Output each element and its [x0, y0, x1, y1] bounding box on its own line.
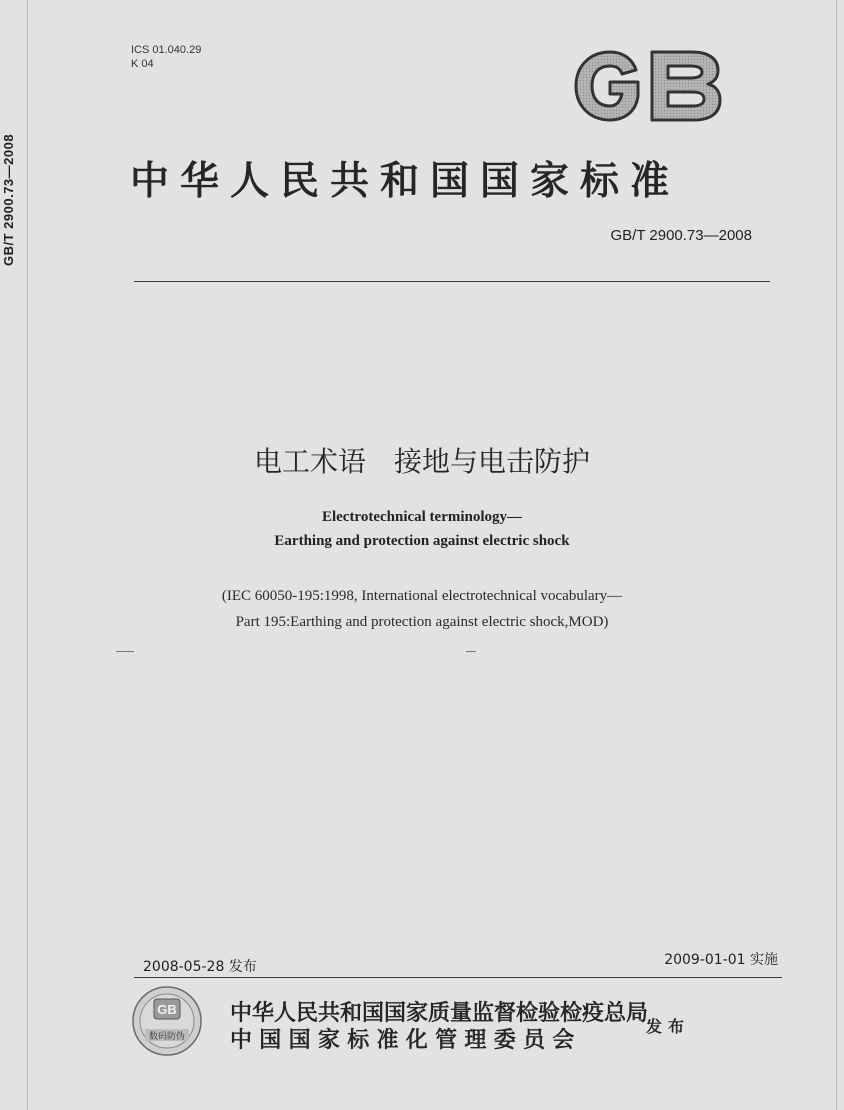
seal-logo-text: GB — [157, 1002, 177, 1017]
iec-reference-line-1: (IEC 60050-195:1998, International electrotechnical vocabulary— — [221, 588, 623, 604]
scan-speck — [116, 651, 134, 652]
scan-speck — [466, 651, 476, 652]
release-label: 发布 — [646, 1017, 691, 1036]
issuer-aqsiq: 中华人民共和国国家质量监督检验检疫总局 — [230, 1001, 649, 1026]
issuing-authorities — [230, 1000, 648, 1054]
english-title-line-2: Earthing and protection against electric shock — [274, 533, 570, 549]
implementation-date: 2009-01-01 实施 — [664, 952, 778, 968]
spine-standard-number: GB/T 2900.73—2008 — [1, 133, 16, 267]
anti-counterfeit-seal-icon — [131, 985, 203, 1057]
seal-caption: 数码防伪 — [148, 1032, 186, 1042]
classification-codes — [131, 43, 201, 71]
issuer-sac: 中国国家标准化管理委员会 — [230, 1028, 582, 1053]
publish-date: 2008-05-28 发布 — [143, 959, 257, 975]
right-edge-line — [836, 0, 837, 1110]
gb-logo-icon — [570, 46, 726, 126]
ccs-code: K 04 — [131, 58, 154, 70]
footer-divider — [134, 977, 782, 978]
iec-reference-line-2: Part 195:Earthing and protection against electric shock,MOD) — [235, 614, 609, 630]
chinese-title: 电工术语 接地与电击防护 — [253, 445, 590, 478]
left-binding-line — [27, 0, 28, 1110]
header-divider — [134, 281, 770, 282]
ics-code: ICS 01.040.29 — [131, 44, 202, 56]
iec-reference — [0, 583, 844, 635]
national-standard-heading: 中华人民共和国国家标准 — [130, 159, 681, 204]
english-title-line-1: Electrotechnical terminology— — [321, 509, 523, 525]
english-title — [0, 505, 844, 553]
standard-number: GB/T 2900.73—2008 — [610, 227, 752, 244]
